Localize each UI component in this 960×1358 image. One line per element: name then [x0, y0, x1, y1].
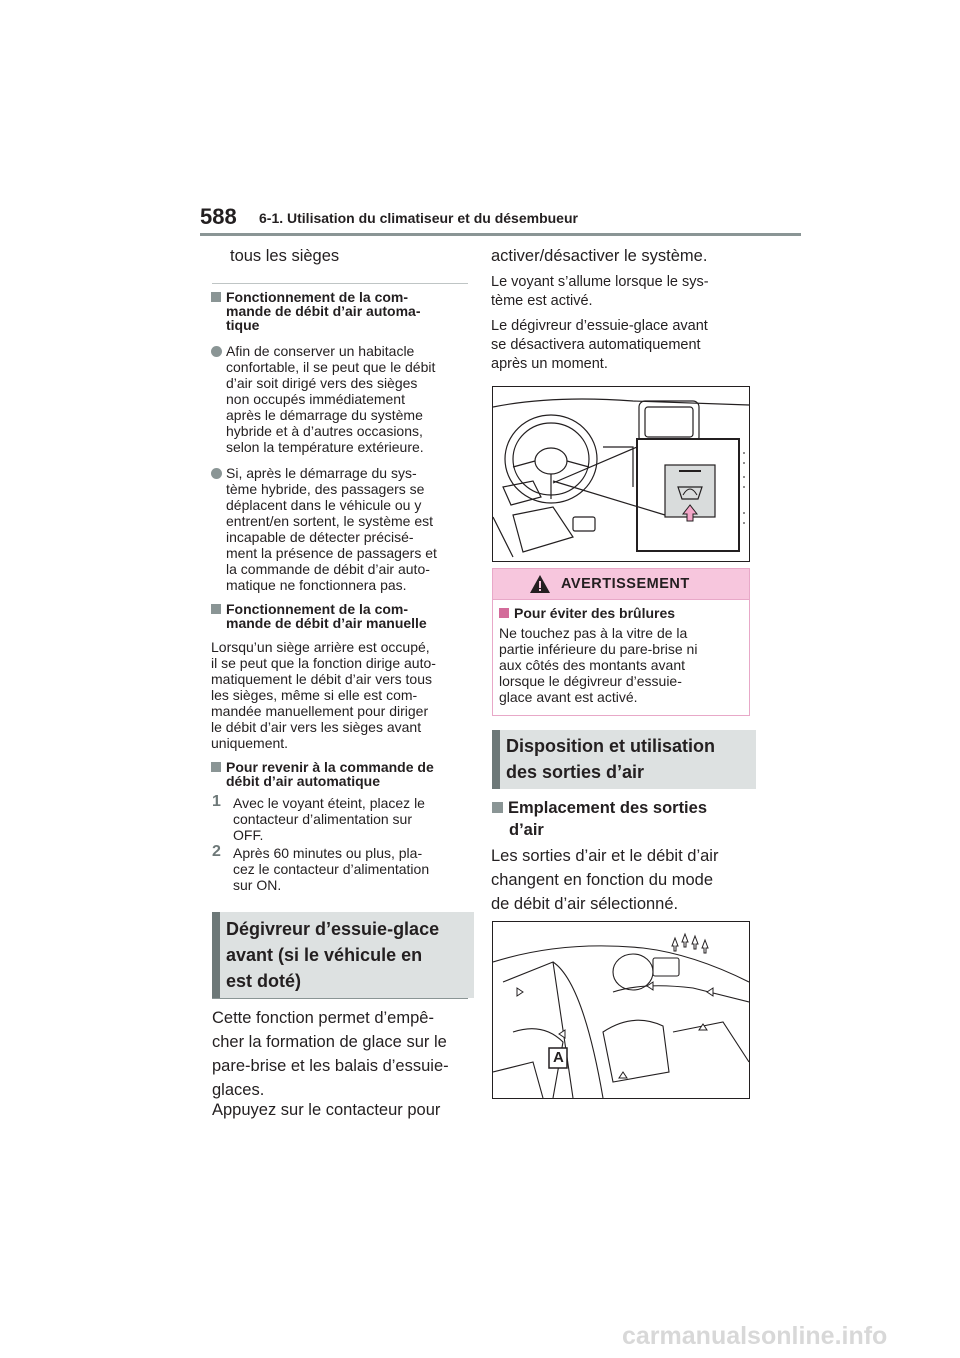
deicer-section-title: Dégivreur d’essuie-glace avant (si le véhicule en est doté)	[212, 912, 474, 998]
warning-triangle-icon	[529, 574, 551, 594]
square-bullet-icon	[211, 762, 221, 772]
step-number: 2	[212, 843, 221, 860]
step-2-text: Après 60 minutes ou plus, pla- cez le contacteur d’alimentation sur ON.	[233, 845, 430, 893]
square-bullet-icon	[211, 292, 221, 302]
outlet-location-paragraph: Les sorties d’air et le débit d’air changent en fonction du mode de débit d’air sélectionné.	[491, 847, 719, 913]
warning-text: Ne touchez pas à la vitre de la partie inférieure du pare-brise ni aux côtés des montants avant lorsque le dégivreur d’essuie- glace avant est activé.	[499, 625, 698, 705]
section-title: 6-1. Utilisation du climatiseur et du désembueur	[259, 210, 578, 226]
indicator-paragraph: Le voyant s’allume lorsque le sys- tème est activé.	[491, 274, 709, 309]
header-rule	[200, 233, 801, 236]
auto-off-paragraph: Le dégivreur d’essuie-glace avant se désactivera automatiquement après un moment.	[491, 318, 708, 372]
warning-header	[493, 569, 749, 600]
continuation-line: activer/désactiver le système.	[491, 247, 708, 265]
step-1-text: Avec le voyant éteint, placez le contacteur d’alimentation sur OFF.	[233, 795, 425, 843]
divider	[212, 283, 468, 284]
bullet-passengers-move: Si, après le démarrage du sys- tème hybride, des passagers se déplacent dans le véhicule ou y entrent/en sortent, le système est incapable de détecter précisé- ment la présence de passagers et la commande de débit d’air auto- matique ne fonctionnera pas.	[226, 465, 437, 593]
warning-title: AVERTISSEMENT	[561, 576, 690, 592]
air-outlets-illustration	[492, 921, 750, 1099]
bullet-dot-icon	[211, 346, 222, 357]
figure-label-a: A	[553, 1049, 564, 1066]
divider	[212, 998, 468, 999]
step-number: 1	[212, 793, 221, 810]
press-switch-line: Appuyez sur le contacteur pour	[212, 1101, 441, 1119]
manual-airflow-heading: Fonctionnement de la com- mande de débit d’air manuelle	[211, 602, 427, 630]
deicer-switch-illustration	[492, 386, 750, 562]
square-bullet-icon	[492, 802, 503, 813]
bullet-occupied-seats: Afin de conserver un habitacle confortable, il se peut que le débit d’air soit dirigé vers des sièges non occupés immédiatement après le démarrage du système hybride et à d’autres occasions, selon la température extérieure.	[226, 343, 436, 455]
auto-airflow-heading: Fonctionnement de la com- mande de débit d’air automa- tique	[211, 290, 420, 332]
return-auto-heading: Pour revenir à la commande de débit d’air automatique	[211, 760, 434, 788]
warning-subheading: Pour éviter des brûlures	[499, 606, 675, 620]
watermark: carmanualsonline.info	[622, 1322, 888, 1350]
warning-box	[492, 568, 750, 716]
cabin-drawing	[493, 922, 749, 1098]
manual-airflow-paragraph: Lorsqu’un siège arrière est occupé, il se peut que la fonction dirige auto- matiquement le débit d’air vers tous les sièges, même si elle est com- mandée manuellement pour diriger le débit d’air vers les sièges avant uniquement.	[211, 639, 436, 751]
square-bullet-icon	[499, 608, 509, 618]
dashboard-drawing	[493, 387, 749, 561]
deicer-paragraph: Cette fonction permet d’empê- cher la formation de glace sur le pare-brise et les balais d’essuie- glaces.	[212, 1009, 449, 1099]
bullet-dot-icon	[211, 468, 222, 479]
air-outlets-section-title: Disposition et utilisation des sorties d’air	[492, 730, 756, 789]
page-number: 588	[200, 204, 237, 229]
outlet-location-heading: Emplacement des sorties d’air	[492, 797, 707, 841]
continuation-line: tous les sièges	[230, 247, 340, 265]
square-bullet-icon	[211, 604, 221, 614]
